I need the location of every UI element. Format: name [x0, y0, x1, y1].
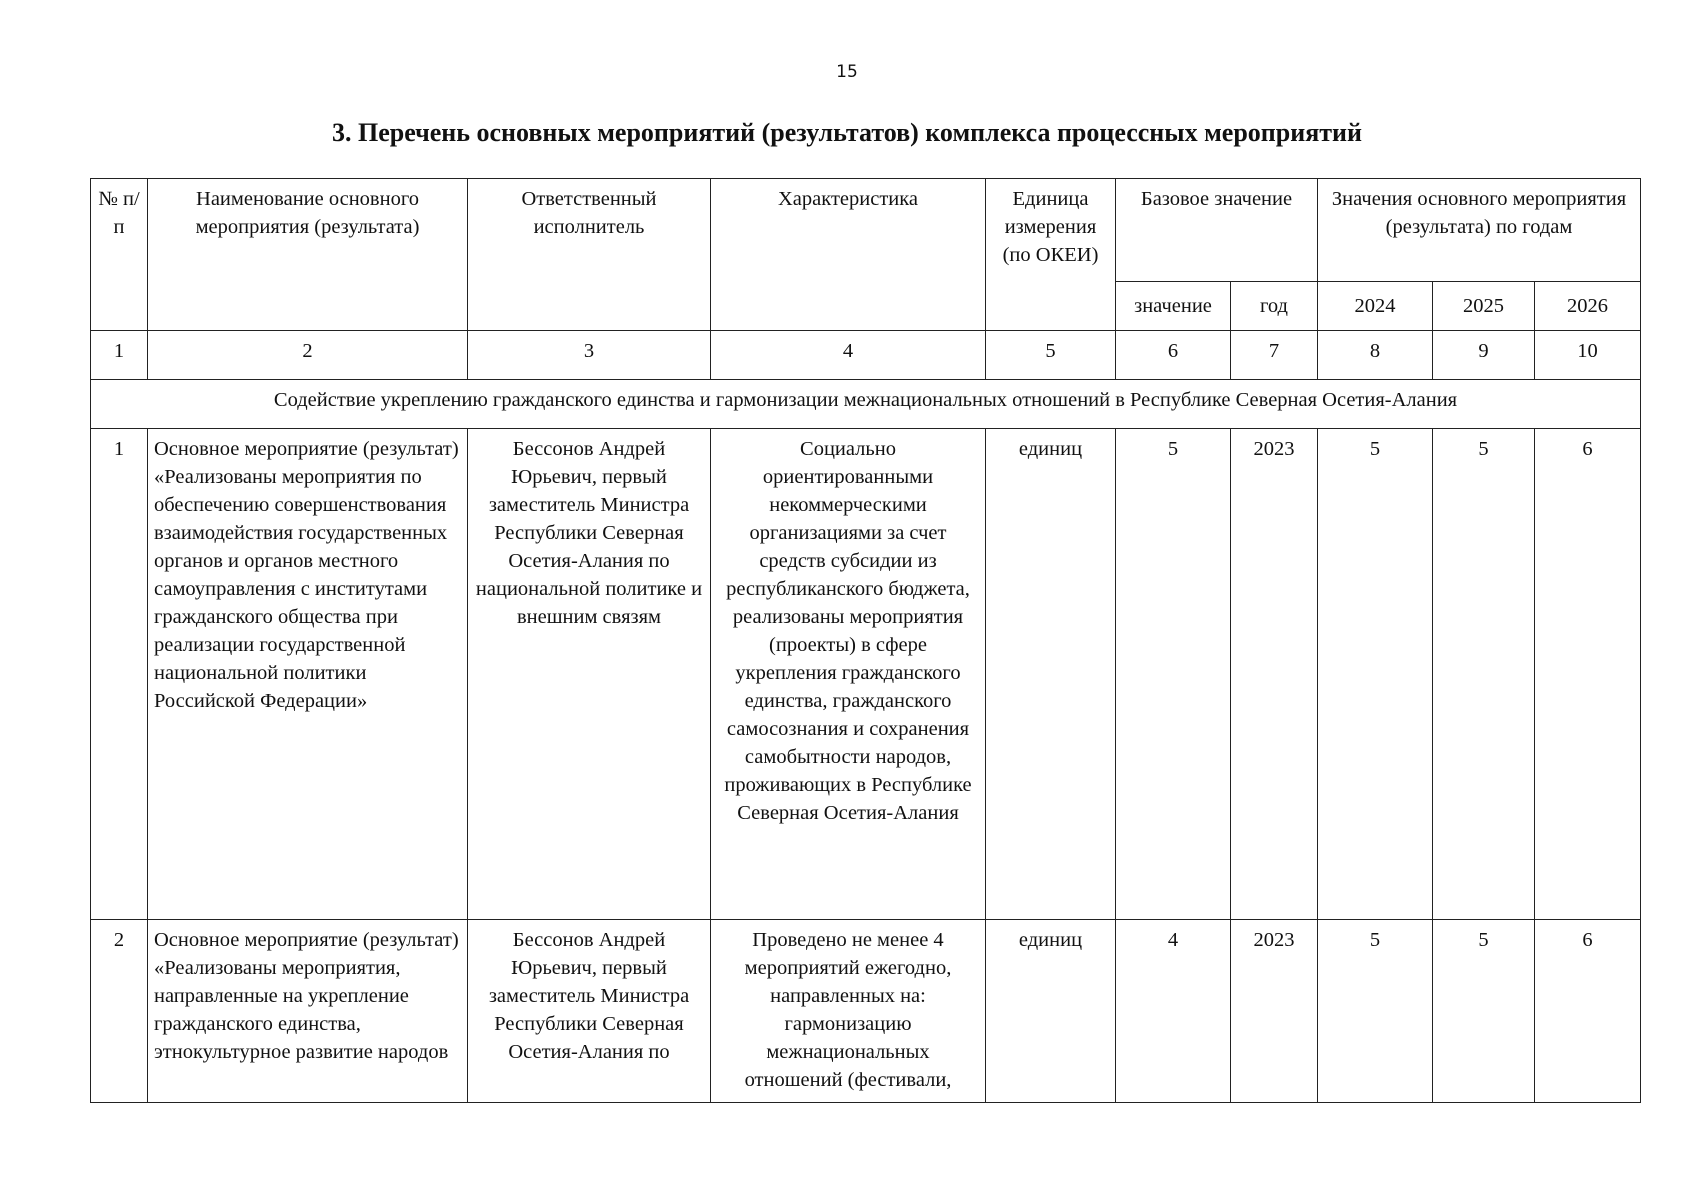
- header-year-2026: 2026: [1535, 282, 1641, 331]
- header-characteristic: Характеристика: [711, 179, 986, 331]
- header-base-year: год: [1231, 282, 1318, 331]
- header-unit: Единица измерения (по ОКЕИ): [986, 179, 1116, 331]
- header-executor: Ответственный исполнитель: [468, 179, 711, 331]
- column-number-row: [91, 331, 1641, 380]
- row-name: Основное мероприятие (результат) «Реализованы мероприятия, направленные на укрепление гражданского единства, этнокультурное развитие народов: [148, 920, 468, 1103]
- row-value-2024: 5: [1318, 920, 1433, 1103]
- row-base-value: 4: [1116, 920, 1231, 1103]
- header-year-2025: 2025: [1433, 282, 1535, 331]
- row-name: Основное мероприятие (результат) «Реализованы мероприятия по обеспечению совершенствования взаимодействия государственных органов и органов местного самоуправления с институтами гражданского общества при реализации государственной национальной политики Российской Федерации»: [148, 429, 468, 920]
- header-num: № п/п: [91, 179, 148, 331]
- section-title: Содействие укреплению гражданского единства и гармонизации межнациональных отношений в Республике Северная Осетия-Алания: [91, 380, 1641, 429]
- row-value-2025: 5: [1433, 920, 1535, 1103]
- row-base-year: 2023: [1231, 920, 1318, 1103]
- row-num: 2: [91, 920, 148, 1103]
- column-number: 8: [1318, 331, 1433, 380]
- document-title: 3. Перечень основных мероприятий (результатов) комплекса процессных мероприятий: [331, 118, 1363, 147]
- measures-table: [90, 178, 1641, 1103]
- row-unit: единиц: [986, 920, 1116, 1103]
- row-characteristic: Проведено не менее 4 мероприятий ежегодно, направленных на: гармонизацию межнациональных отношений (фестивали,: [711, 920, 986, 1103]
- column-number: 7: [1231, 331, 1318, 380]
- column-number: 6: [1116, 331, 1231, 380]
- row-value-2026: 6: [1535, 429, 1641, 920]
- column-number: 5: [986, 331, 1116, 380]
- header-name: Наименование основного мероприятия (результата): [148, 179, 468, 331]
- header-year-2024: 2024: [1318, 282, 1433, 331]
- row-base-year: 2023: [1231, 429, 1318, 920]
- header-row-1: [91, 179, 1641, 282]
- header-values-by-year: Значения основного мероприятия (результата) по годам: [1318, 179, 1641, 282]
- row-value-2025: 5: [1433, 429, 1535, 920]
- row-unit: единиц: [986, 429, 1116, 920]
- row-executor: Бессонов Андрей Юрьевич, первый заместитель Министра Республики Северная Осетия-Алания по: [468, 920, 711, 1103]
- table-row: [91, 920, 1641, 1103]
- table-row: [91, 429, 1641, 920]
- column-number: 1: [91, 331, 148, 380]
- row-value-2024: 5: [1318, 429, 1433, 920]
- column-number: 10: [1535, 331, 1641, 380]
- page-number: 15: [836, 62, 858, 82]
- header-base-value: значение: [1116, 282, 1231, 331]
- row-characteristic: Социально ориентированными некоммерческими организациями за счет средств субсидии из республиканского бюджета, реализованы мероприятия (проекты) в сфере укрепления гражданского единства, гражданского самосознания и сохранения самобытности народов, проживающих в Республике Северная Осетия-Алания: [711, 429, 986, 920]
- column-number: 2: [148, 331, 468, 380]
- column-number: 3: [468, 331, 711, 380]
- row-num: 1: [91, 429, 148, 920]
- column-number: 9: [1433, 331, 1535, 380]
- section-row: [91, 380, 1641, 429]
- row-executor: Бессонов Андрей Юрьевич, первый заместитель Министра Республики Северная Осетия-Алания по национальной политике и внешним связям: [468, 429, 711, 920]
- header-base: Базовое значение: [1116, 179, 1318, 282]
- column-number: 4: [711, 331, 986, 380]
- row-value-2026: 6: [1535, 920, 1641, 1103]
- row-base-value: 5: [1116, 429, 1231, 920]
